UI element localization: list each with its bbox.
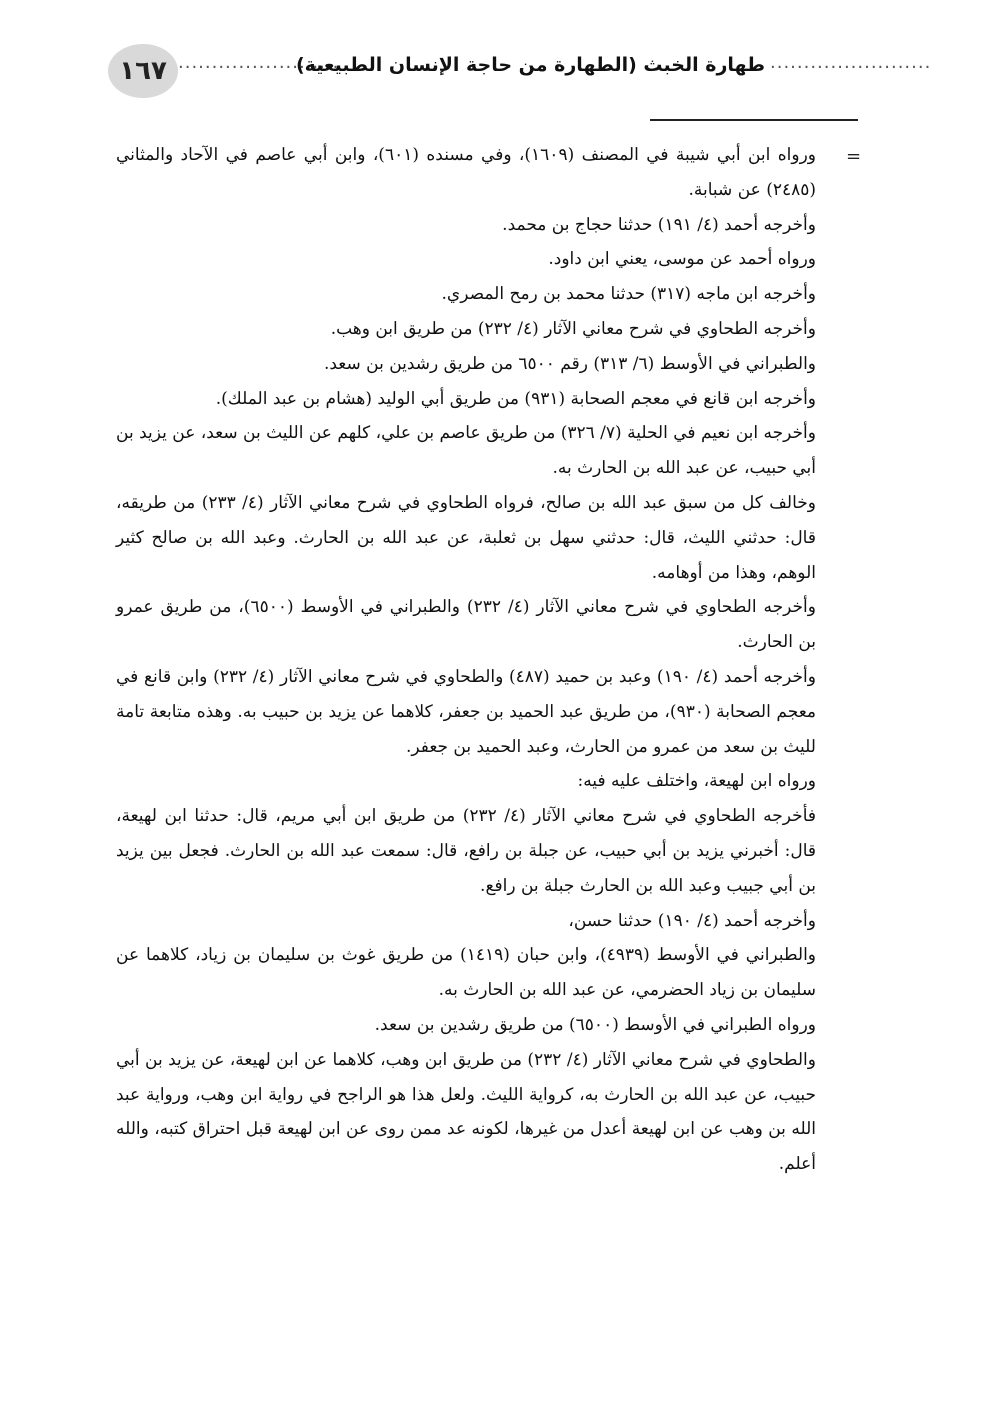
footnote-paragraph: فأخرجه الطحاوي في شرح معاني الآثار (٤/ ٢٣٢) من طريق ابن أبي مريم، قال: حدثنا ابن لهيعة، قال: أخبرني يزيد بن أبي حبيب، عن جبلة بن رافع، قال: سمعت عبد الله بن الحارث. فجعل بين يزيد بن أبي جبيب وعبد الله بن الحارث جبلة بن رافع. [116, 806, 816, 896]
page-header [100, 40, 932, 120]
footnote-paragraph: وأخرجه ابن ماجه (٣١٧) حدثنا محمد بن رمح المصري. [441, 284, 816, 305]
continuation-mark: = [846, 146, 862, 167]
footnote-paragraph: وأخرجه ابن نعيم في الحلية (٧/ ٣٢٦) من طريق عاصم بن علي، كلهم عن الليث بن سعد، عن يزيد بن أبي حبيب، عن عبد الله بن الحارث به. [116, 423, 816, 479]
footnote-paragraph: وأخرجه الطحاوي في شرح معاني الآثار (٤/ ٢٣٢) والطبراني في الأوسط (٦٥٠٠)، من طريق عمرو بن الحارث. [116, 597, 816, 653]
footnote-separator-rule [650, 119, 858, 121]
footnote-paragraph: والطبراني في الأوسط (٤٩٣٩)، وابن حبان (١٤١٩) من طريق غوث بن سليمان بن زياد، كلاهما عن سليمان بن زياد الحضرمي، عن عبد الله بن الحارث به. [116, 945, 816, 1001]
footnote-paragraph: وأخرجه أحمد (٤/ ١٩٠) وعبد بن حميد (٤٨٧) والطحاوي في شرح معاني الآثار (٤/ ٢٣٢) وابن قانع في معجم الصحابة (٩٣٠)، من طريق عبد الحميد بن جعفر، كلاهما عن يزيد بن حبيب به. وهذه متابعة تامة لليث بن سعد من عمرو من الحارث، وعبد الحميد بن جعفر. [116, 666, 817, 757]
footnote-paragraph: وأخرجه الطحاوي في شرح معاني الآثار (٤/ ٢٣٢) من طريق ابن وهب. [330, 318, 816, 339]
footnote-paragraph: ورواه ابن أبي شيبة في المصنف (١٦٠٩)، وفي مسنده (٦٠١)، وابن أبي عاصم في الآحاد والمثاني (٢٤٨٥) عن شبابة. [116, 145, 817, 200]
leader-dots-right: ........................ [770, 52, 932, 73]
footnote-paragraph: ورواه الطبراني في الأوسط (٦٥٠٠) من طريق رشدين بن سعد. [374, 1014, 816, 1035]
footnote-paragraph: وخالف كل من سبق عبد الله بن صالح، فرواه الطحاوي في شرح معاني الآثار (٤/ ٢٣٣) من طريقه، قال: حدثني الليث، قال: حدثني سهل بن ثعلبة، عن عبد الله بن الحارث. وعبد الله بن صالح كثير الوهم، وهذا من أوهامه. [116, 492, 816, 583]
footnote-paragraph: والطحاوي في شرح معاني الآثار (٤/ ٢٣٢) من طريق ابن وهب، كلاهما عن ابن لهيعة، عن يزيد بن أبي حبيب، عن عبد الله بن الحارث به، كرواية الليث. ولعل هذا هو الراجح في رواية ابن وهب، ورواية عبد الله بن وهب عن ابن لهيعة أعدل من غيرها، لكونه عد ممن روى عن ابن لهيعة قبل احتراق كتبه، والله أعلم. [116, 1049, 816, 1175]
footnote-paragraph: والطبراني في الأوسط (٦/ ٣١٣) رقم ٦٥٠٠ من طريق رشدين بن سعد. [323, 353, 816, 374]
footnote-paragraph: ورواه أحمد عن موسى، يعني ابن داود. [548, 249, 816, 270]
footnote-paragraph: وأخرجه أحمد (٤/ ١٩١) حدثنا حجاج بن محمد. [502, 214, 816, 235]
footnote-body [116, 138, 816, 1182]
leader-dots-left: ........................ [178, 52, 340, 73]
footnote-paragraph: ورواه ابن لهيعة، واختلف عليه فيه: [577, 771, 816, 792]
page-number-badge: ١٦٧ [108, 44, 178, 98]
footnote-paragraph: وأخرجه ابن قانع في معجم الصحابة (٩٣١) من طريق أبي الوليد (هشام بن عبد الملك). [215, 388, 816, 409]
footnote-paragraph: وأخرجه أحمد (٤/ ١٩٠) حدثنا حسن، [568, 910, 816, 931]
running-title: طهارة الخبث (الطهارة من حاجة الإنسان الطبيعية) [295, 54, 765, 76]
